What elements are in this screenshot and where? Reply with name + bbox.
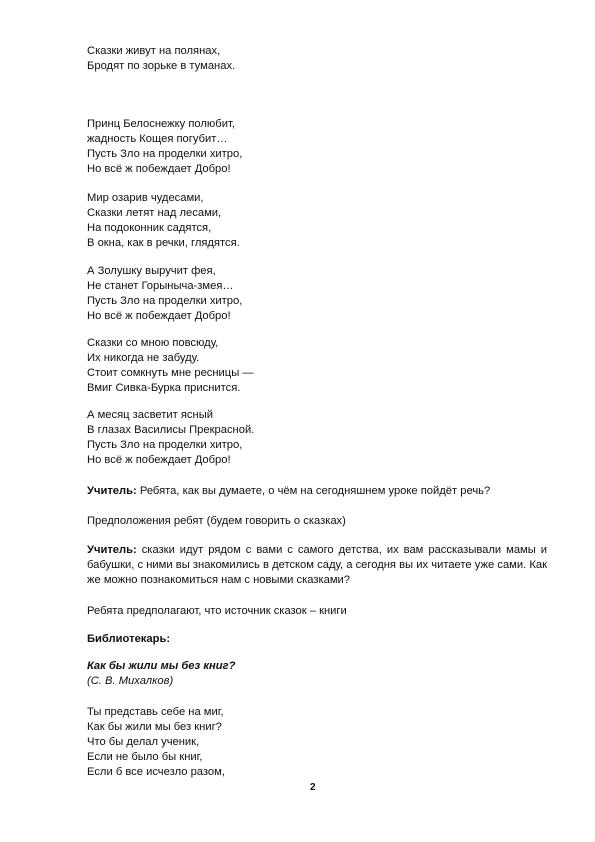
- poem-line: Но всё ж побеждает Добро!: [87, 454, 231, 466]
- poem-line: А месяц засветит ясный: [87, 409, 213, 421]
- poem-stanza: [87, 408, 547, 468]
- poem-line: Стоит сомкнуть мне ресницы —: [87, 367, 254, 379]
- poem-line: А Золушку выручит фея,: [87, 265, 216, 277]
- poem-line: В глазах Василисы Прекрасной.: [87, 424, 255, 436]
- poem-title: Как бы жили мы без книг?: [87, 660, 236, 672]
- poem-title-block: [87, 659, 547, 689]
- poem-line: Их никогда не забуду.: [87, 352, 200, 364]
- poem-line: Если б все исчезло разом,: [87, 766, 225, 778]
- poem-line: Бродят по зорьке в туманах.: [87, 60, 236, 72]
- poem-line: Сказки летят над лесами,: [87, 207, 222, 219]
- paragraph-text: Ребята предполагают, что источник сказок – книги: [87, 605, 347, 617]
- speaker-label: Учитель:: [87, 485, 137, 497]
- poem-stanza: [87, 117, 547, 177]
- poem-line: Пусть Зло на проделки хитро,: [87, 295, 243, 307]
- poem-line: Принц Белоснежку полюбит,: [87, 118, 235, 130]
- poem-author: (С. В. Михалков): [87, 675, 174, 687]
- poem-line: Но всё ж побеждает Добро!: [87, 163, 231, 175]
- poem-line: Не станет Горыныча-змея…: [87, 280, 234, 292]
- poem-line: Как бы жили мы без книг?: [87, 721, 222, 733]
- poem-line: На подоконник садятся,: [87, 222, 212, 234]
- poem-line: В окна, как в речки, глядятся.: [87, 237, 240, 249]
- poem-line: Ты представь себе на миг,: [87, 706, 224, 718]
- poem-line: Пусть Зло на проделки хитро,: [87, 148, 243, 160]
- teacher-question: [87, 484, 547, 499]
- poem-line: Мир озарив чудесами,: [87, 192, 204, 204]
- poem-line: Что бы делал ученик,: [87, 736, 200, 748]
- speech-text: сказки идут рядом с вами с самого детства, их вам рассказывали мамы и бабушки, с ними вы знакомились в детском саду, а сегодня вы их читаете уже сами. Как же можно познакомиться нам с новыми сказками?: [87, 544, 547, 586]
- page-number: 2: [310, 782, 316, 793]
- poem-stanza: [87, 191, 547, 251]
- teacher-statement: [87, 543, 547, 588]
- poem-line: жадность Кощея погубит…: [87, 133, 228, 145]
- paragraph-text: Предположения ребят (будем говорить о сказках): [87, 515, 346, 527]
- poem-line: Но всё ж побеждает Добро!: [87, 310, 231, 322]
- poem-line: Вмиг Сивка-Бурка приснится.: [87, 382, 241, 394]
- speaker-label: Библиотекарь:: [87, 633, 171, 645]
- poem-stanza: [87, 336, 547, 396]
- poem-line: Сказки со мною повсюду,: [87, 337, 219, 349]
- librarian-heading: [87, 632, 547, 647]
- poem-stanza: [87, 705, 547, 780]
- poem-stanza: [87, 264, 547, 324]
- speaker-label: Учитель:: [87, 544, 137, 556]
- speech-text: Ребята, как вы думаете, о чём на сегодняшнем уроке пойдёт речь?: [136, 485, 491, 497]
- kids-guess: [87, 514, 547, 529]
- poem-stanza: [87, 44, 547, 74]
- kids-answer: [87, 604, 547, 619]
- poem-line: Пусть Зло на проделки хитро,: [87, 439, 243, 451]
- poem-line: Сказки живут на полянах,: [87, 45, 221, 57]
- poem-line: Если не было бы книг,: [87, 751, 203, 763]
